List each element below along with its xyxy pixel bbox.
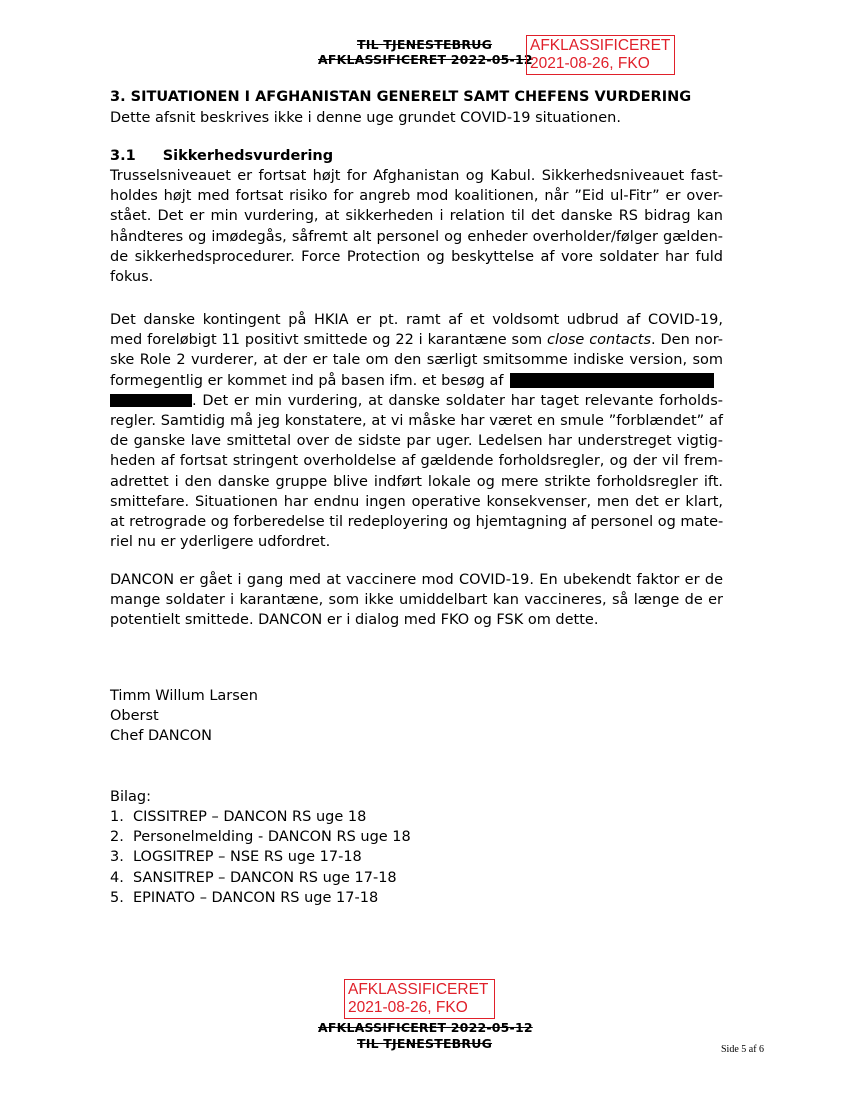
paragraph-line: de sikkerhedsprocedurer. Force Protection og beskyttelse af vore soldater har fuld [110,248,723,265]
paragraph-line: riel nu er yderligere udfordret. [110,534,331,551]
paragraph-line [110,330,723,350]
stamp-line-2: 2021-08-26, FKO [348,999,468,1016]
signature-name: Timm Willum Larsen [110,688,258,704]
footer-classification-old: TIL TJENESTEBRUG [357,1036,493,1051]
list-item [110,807,411,827]
list-item [110,847,411,867]
paragraph-covid-outbreak [110,310,723,552]
section-title: Sikkerhedsvurdering [162,148,334,164]
section-3-heading: 3. SITUATIONEN I AFGHANISTAN GENERELT SAMT CHEFENS VURDERING [110,89,692,105]
paragraph-line [110,391,723,411]
stamp-line-1: AFKLASSIFICERET [530,37,671,54]
stamp-line-1: AFKLASSIFICERET [348,981,489,998]
paragraph-line: håndteres og imødegås, såfremt alt personel og enheder overholder/følger gælden- [110,228,723,245]
header-declassification-stamp [526,35,675,75]
paragraph-threat-assessment [110,166,723,287]
paragraph-line: de ganske lave smittetal over de sidste par uger. Ledelsen har understreget vigtig- [110,433,723,450]
header-classification-old: TIL TJENESTEBRUG [357,37,493,52]
redaction-box [110,394,192,407]
footer-declassification-stamp [344,979,495,1019]
list-text: SANSITREP – DANCON RS uge 17-18 [133,869,397,886]
list-text: LOGSITREP – NSE RS uge 17-18 [133,849,362,866]
footer-declassified-date: AFKLASSIFICERET 2022-05-12 [318,1020,533,1035]
signature-role: Chef DANCON [110,728,213,744]
list-item [110,868,411,888]
list-number: 3. [110,849,124,866]
paragraph-line: at retrograde og forberedelse til redeployering og hjemtagning af personel og mate- [110,514,724,531]
list-text: EPINATO – DANCON RS uge 17-18 [133,889,379,906]
signature-rank: Oberst [110,708,159,724]
paragraph-line: regler. Samtidig må jeg konstatere, at vi måske har været en smule ”forblændet” af [110,413,723,430]
list-number: 2. [110,829,124,846]
paragraph-line: fokus. [110,269,154,286]
paragraph-line: Det danske kontingent på HKIA er pt. ramt af et voldsomt udbrud af COVID-19, [110,312,723,328]
page-number: Side 5 af 6 [721,1044,765,1055]
paragraph-line: DANCON er gået i gang med at vaccinere mod COVID-19. En ubekendt faktor er de [110,572,723,588]
line-text: . Det er min vurdering, at danske soldater har taget relevante forholds- [192,392,723,409]
paragraph-line [110,371,723,391]
paragraph-line: potentielt smittede. DANCON er i dialog med FKO og FSK om dette. [110,612,599,629]
line-text: med foreløbigt 11 positivt smittede og 22 i karantæne som [110,332,543,349]
paragraph-line: holdes højt med fortsat risiko for angreb mod koalitionen, når ”Eid ul-Fitr” er over- [110,188,723,205]
paragraph-line: smittefare. Situationen har endnu ingen operative konsekvenser, men det er klart, [110,493,723,510]
line-text: . Den nor- [651,332,723,349]
italic-term: close contacts [546,332,652,349]
list-text: CISSITREP – DANCON RS uge 18 [133,809,367,825]
paragraph-line: mange soldater i karantæne, som ikke umiddelbart kan vaccineres, så længe de er [110,592,723,609]
stamp-line-2: 2021-08-26, FKO [530,55,650,72]
list-number: 5. [110,889,124,906]
redaction-box [510,373,714,388]
paragraph-line: adrettet i den danske gruppe blive indført lokale og mere strikte forholdsregler ift. [110,473,723,490]
list-item [110,888,411,908]
header-declassified-date: AFKLASSIFICERET 2022-05-12 [318,52,533,67]
section-3-intro: Dette afsnit beskrives ikke i denne uge grundet COVID-19 situationen. [110,110,621,126]
paragraph-line: heden af fortsat stringent overholdelse af gældende forholdsregler, og der vil frem- [110,453,723,470]
paragraph-line: Trusselsniveauet er fortsat højt for Afghanistan og Kabul. Sikkerhedsniveauet fast- [110,168,723,184]
section-3-1-heading [110,148,333,164]
paragraph-line: stået. Det er min vurdering, at sikkerheden i relation til det danske RS bidrag kan [110,208,723,225]
list-text: Personelmelding - DANCON RS uge 18 [133,829,411,846]
list-item [110,827,411,847]
attachments-label: Bilag: [110,789,151,805]
section-number: 3.1 [110,148,136,164]
paragraph-line: ske Role 2 vurderer, at der er tale om den særligt smitsomme indiske version, som [110,352,723,369]
line-text: formegentlig er kommet ind på basen ifm. et besøg af [110,372,504,389]
list-number: 1. [110,809,124,825]
paragraph-vaccination [110,570,723,631]
list-number: 4. [110,869,124,886]
attachments-list [110,807,411,908]
